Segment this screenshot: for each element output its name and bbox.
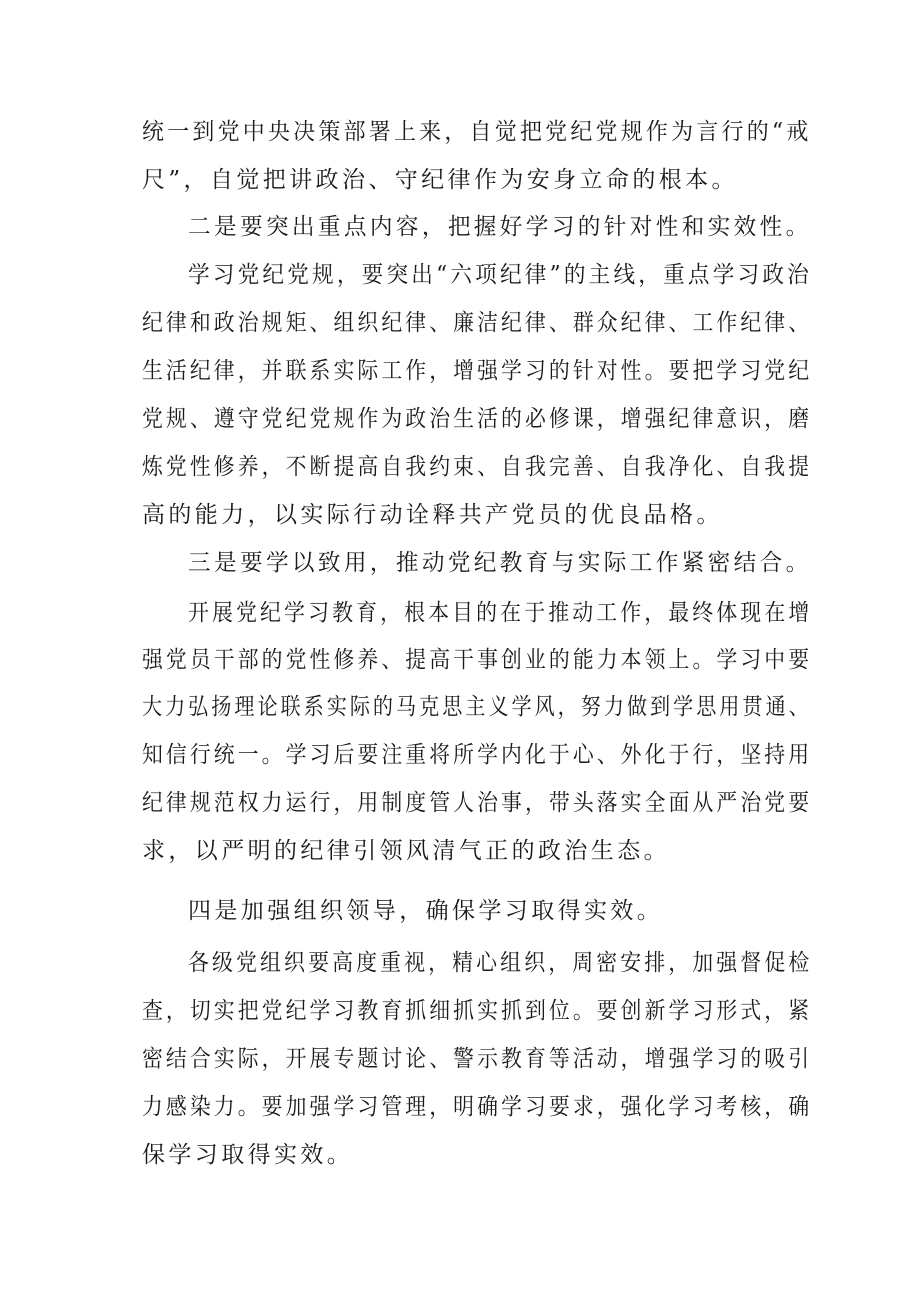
text-line: 知信行统一。学习后要注重将所学内化于心、外化于行，坚持用 (142, 742, 813, 768)
text-line: 尺”，自觉把讲政治、守纪律作为安身立命的根本。 (142, 167, 738, 193)
text-line: 开展党纪学习教育，根本目的在于推动工作，最终体现在增 (188, 600, 813, 626)
section-heading: 四是加强组织领导，确保学习取得实效。 (188, 898, 664, 924)
text-line: 纪律规范权力运行，用制度管人治事，带头落实全面从严治党要 (142, 790, 813, 816)
section-heading: 三是要学以致用，推动党纪教育与实际工作紧密结合。 (188, 550, 812, 576)
text-line: 纪律和政治规矩、组织纪律、廉洁纪律、群众纪律、工作纪律、 (142, 310, 813, 336)
text-line: 炼党性修养，不断提高自我约束、自我完善、自我净化、自我提 (142, 454, 813, 480)
text-line: 党规、遵守党纪党规作为政治生活的必修课，增强纪律意识，磨 (142, 406, 813, 432)
text-line: 强党员干部的党性修养、提高干事创业的能力本领上。学习中要 (142, 647, 813, 673)
text-line: 各级党组织要高度重视，精心组织，周密安排，加强督促检 (188, 950, 813, 976)
text-line: 大力弘扬理论联系实际的马克思主义学风，努力做到学思用贯通、 (142, 694, 812, 720)
text-line: 查，切实把党纪学习教育抓细抓实抓到位。要创新学习形式，紧 (142, 998, 813, 1024)
text-line: 高的能力，以实际行动诠释共产党员的优良品格。 (142, 502, 723, 528)
text-line: 学习党纪党规，要突出“六项纪律”的主线，重点学习政治 (188, 262, 812, 288)
text-line: 生活纪律，并联系实际工作，增强学习的针对性。要把学习党纪 (142, 358, 813, 384)
text-line: 密结合实际，开展专题讨论、警示教育等活动，增强学习的吸引 (142, 1046, 813, 1072)
text-line: 力感染力。要加强学习管理，明确学习要求，强化学习考核，确 (142, 1094, 813, 1120)
text-line: 统一到党中央决策部署上来，自觉把党纪党规作为言行的“戒 (142, 119, 812, 145)
text-line: 求，以严明的纪律引领风清气正的政治生态。 (142, 838, 670, 864)
section-heading: 二是要突出重点内容，把握好学习的针对性和实效性。 (188, 214, 812, 240)
text-line: 保学习取得实效。 (142, 1142, 354, 1168)
